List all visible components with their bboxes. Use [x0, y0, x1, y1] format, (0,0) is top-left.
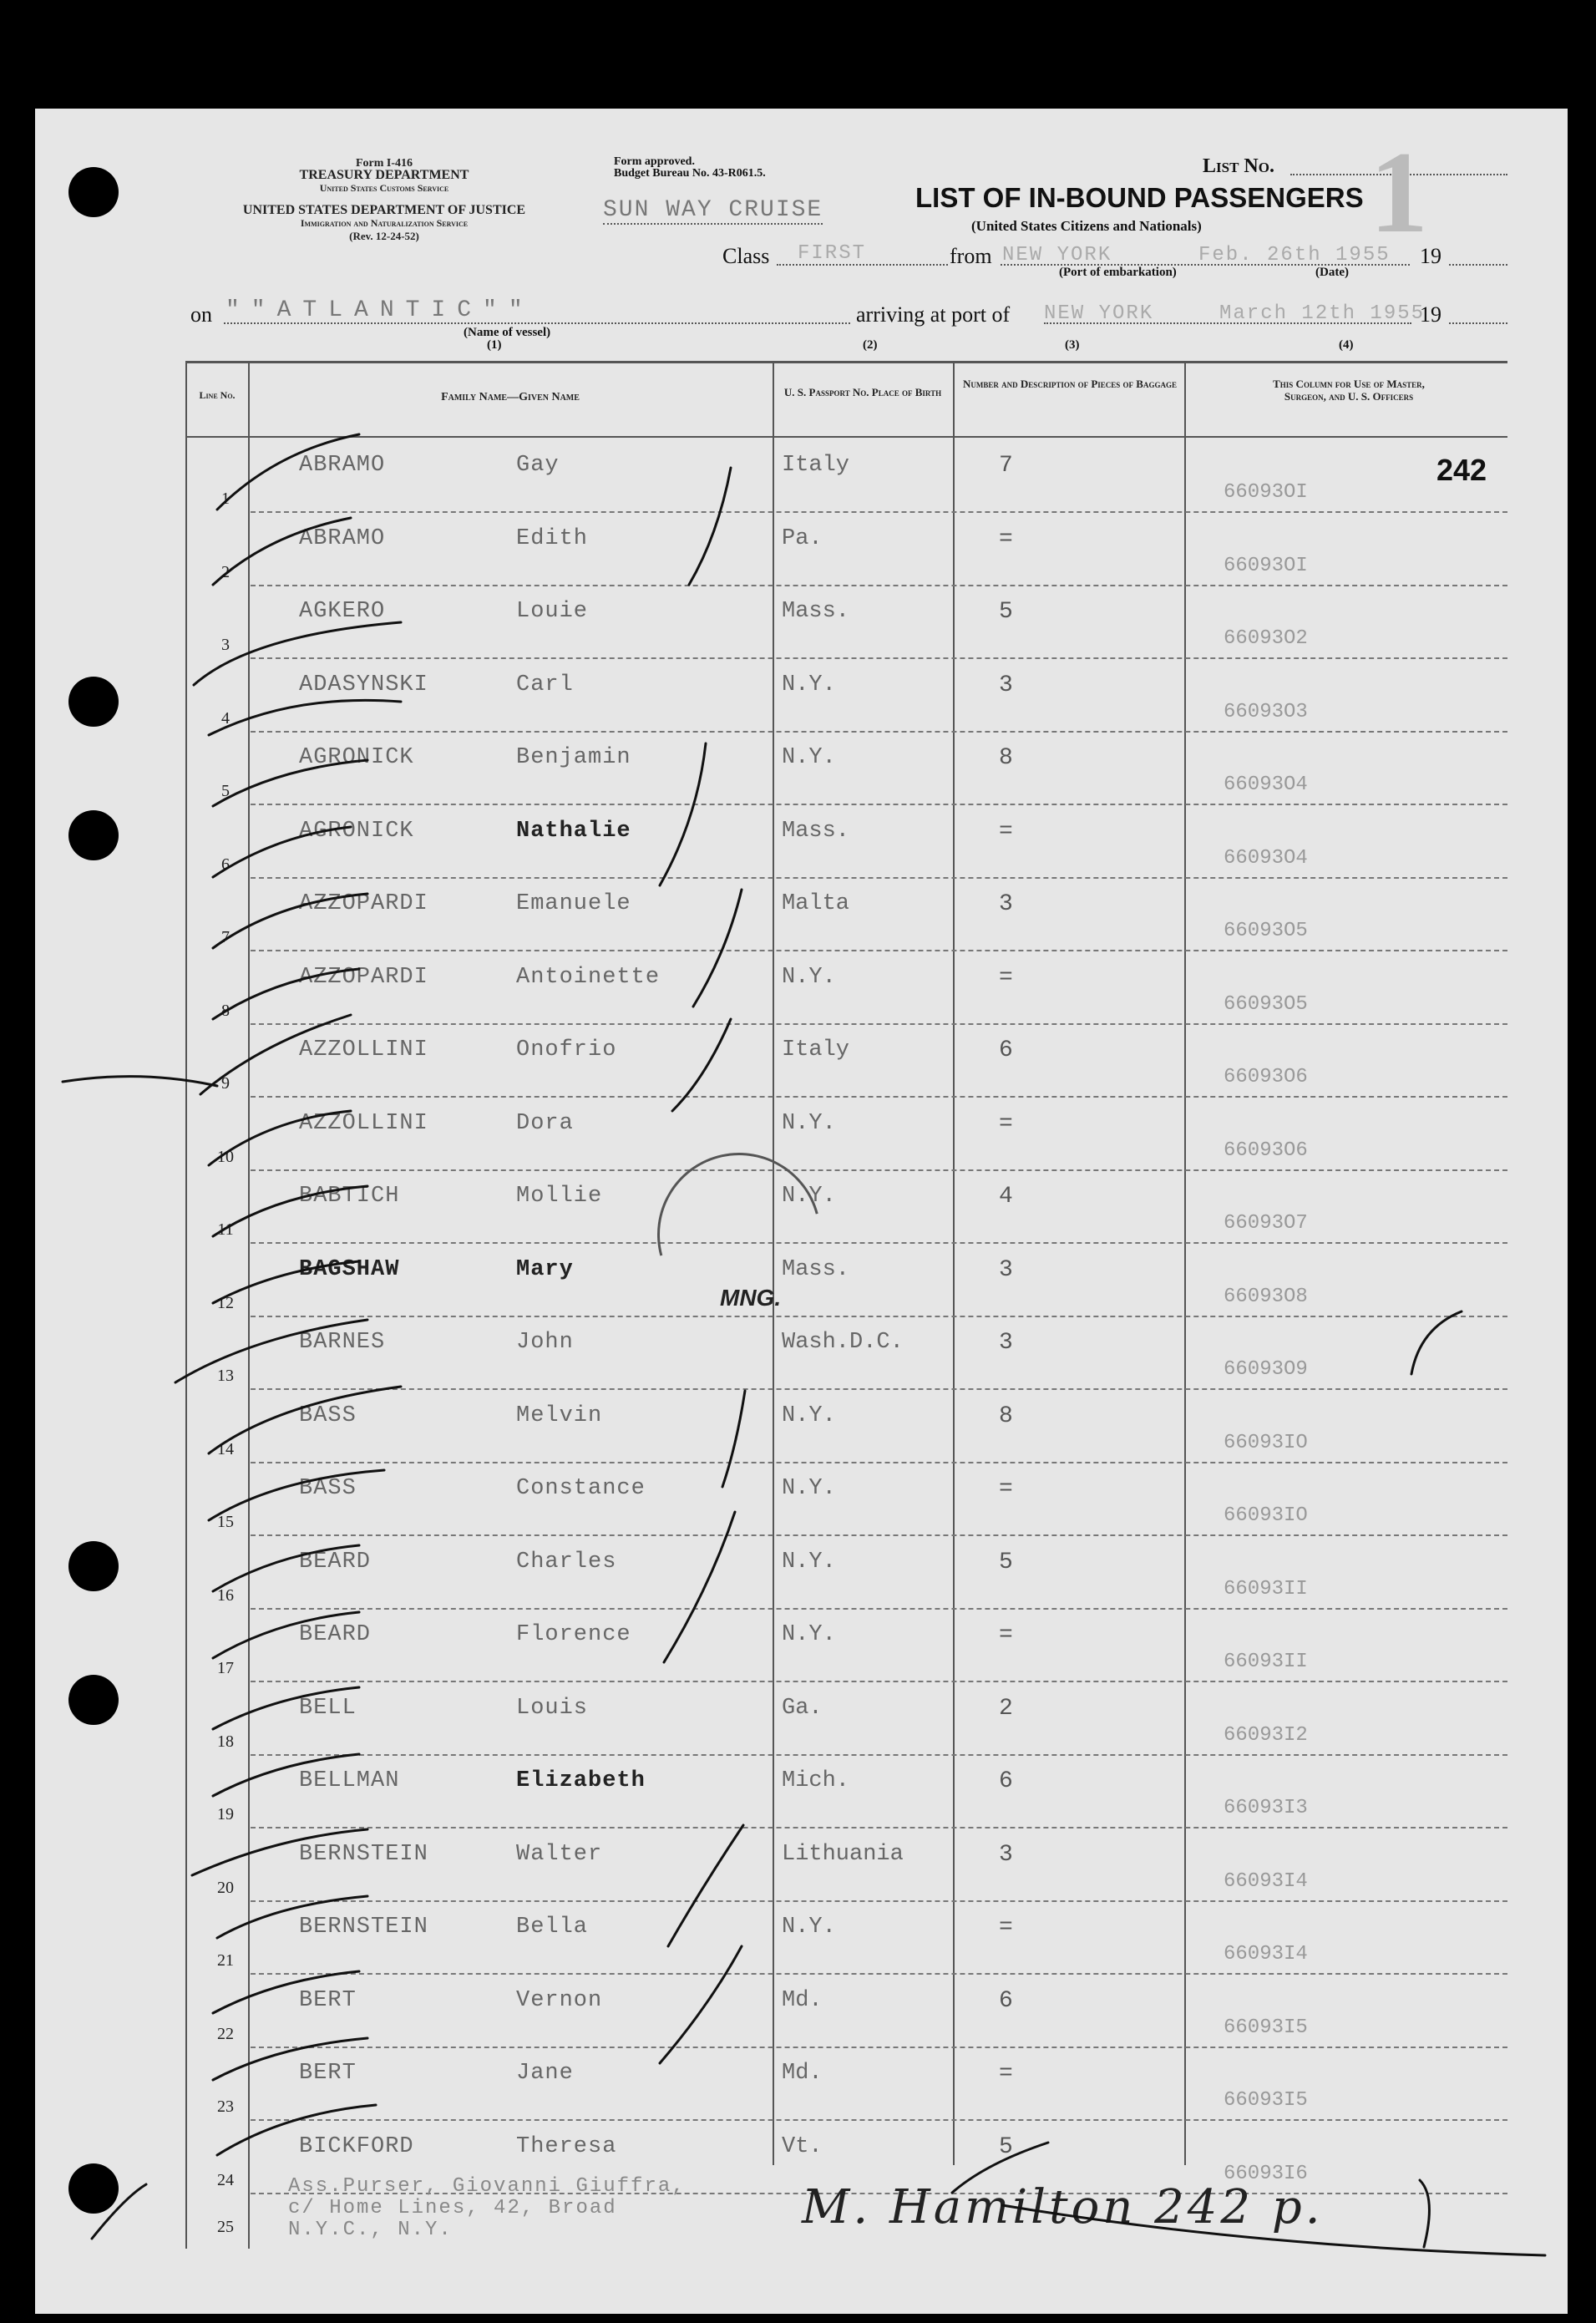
officer-code: 66093II: [1224, 1651, 1308, 1673]
given-name: Gay: [516, 453, 560, 478]
officer-code: 66093OI: [1224, 554, 1308, 577]
place-of-birth: N.Y.: [782, 745, 836, 770]
officer-code: 66093I6: [1224, 2162, 1308, 2185]
line-number: 3: [221, 636, 230, 654]
column-caption-3: (3): [1065, 338, 1080, 352]
place-of-birth: Md.: [782, 1987, 823, 2013]
baggage-count: =: [999, 1622, 1013, 1648]
given-name: Carl: [516, 672, 574, 697]
officer-code: 66093I4: [1224, 1943, 1308, 1965]
place-of-birth: N.Y.: [782, 1476, 836, 1501]
arriving-label: arriving at port of: [856, 302, 1011, 327]
given-name: Benjamin: [516, 745, 631, 770]
place-of-birth: Md.: [782, 2061, 823, 2086]
officer-code: 66093IO: [1224, 1431, 1308, 1454]
line-number: 11: [217, 1220, 234, 1239]
family-name: ABRAMO: [299, 453, 386, 478]
document-title: LIST OF IN-BOUND PASSENGERS: [915, 182, 1364, 213]
family-name: BELLMAN: [299, 1768, 400, 1793]
line-number: 10: [217, 1147, 234, 1166]
column-caption-2: (2): [863, 338, 878, 352]
stamp-initials: MNG.: [720, 1285, 782, 1311]
line-number: 12: [217, 1293, 234, 1312]
family-name: BEARD: [299, 1549, 372, 1575]
year-label-from: 19: [1420, 244, 1441, 268]
line-number: 17: [217, 1659, 234, 1677]
given-name: John: [516, 1330, 574, 1355]
line-number: 6: [221, 855, 230, 874]
family-name: BERNSTEIN: [299, 1915, 428, 1940]
column-header-baggage: Number and Description of Pieces of Baggage: [963, 378, 1177, 390]
family-name: BELL: [299, 1695, 357, 1721]
given-name: Melvin: [516, 1402, 603, 1428]
place-of-birth: Vt.: [782, 2133, 823, 2159]
baggage-count: 2: [999, 1695, 1013, 1722]
port-embarkation-caption: (Port of embarkation): [1059, 266, 1177, 279]
given-name: Emanuele: [516, 891, 631, 916]
baggage-count: 5: [999, 599, 1013, 625]
revision-date: (Rev. 12-24-52): [349, 230, 419, 242]
given-name: Dora: [516, 1110, 574, 1136]
family-name: AZZOLLINI: [299, 1037, 428, 1063]
given-name: Vernon: [516, 1987, 603, 2013]
given-name: Elizabeth: [516, 1768, 646, 1793]
place-of-birth: Wash.D.C.: [782, 1330, 904, 1355]
baggage-count: 7: [999, 453, 1013, 479]
line-number: 14: [217, 1439, 234, 1458]
line-number: 9: [221, 1074, 230, 1093]
family-name: BARNES: [299, 1330, 386, 1355]
given-name: Theresa: [516, 2133, 617, 2159]
date-caption: (Date): [1315, 266, 1349, 279]
family-name: BASS: [299, 1476, 357, 1501]
baggage-count: 4: [999, 1184, 1013, 1210]
page-number: 242: [1436, 453, 1487, 487]
baggage-count: =: [999, 1915, 1013, 1940]
arrival-port: NEW YORK: [1044, 302, 1154, 325]
officer-code: 66093O4: [1224, 773, 1308, 796]
given-name: Edith: [516, 525, 589, 551]
treasury-department: TREASURY DEPARTMENT: [299, 168, 469, 182]
on-label: on: [190, 302, 212, 327]
purser-line-3: N.Y.C., N.Y.: [288, 2219, 453, 2241]
officer-code: 66093O6: [1224, 1139, 1308, 1162]
given-name: Louie: [516, 599, 589, 624]
baggage-count: =: [999, 1110, 1013, 1137]
vessel-caption: (Name of vessel): [464, 326, 551, 339]
line-number: 16: [217, 1585, 234, 1605]
family-name: ADASYNSKI: [299, 672, 428, 697]
place-of-birth: Mass.: [782, 818, 850, 844]
line-number: 24: [217, 2170, 234, 2189]
officer-code: 66093I5: [1224, 2016, 1308, 2039]
baggage-count: =: [999, 818, 1013, 844]
officer-code: 66093I2: [1224, 1723, 1308, 1747]
line-number: 2: [221, 562, 230, 581]
family-name: AGRONICK: [299, 745, 414, 770]
line-number: 20: [217, 1878, 234, 1897]
family-name: BERNSTEIN: [299, 1841, 428, 1867]
place-of-birth: N.Y.: [782, 1622, 836, 1647]
customs-service: United States Customs Service: [319, 182, 449, 194]
given-name: Walter: [516, 1841, 603, 1867]
family-name: AZZOPARDI: [299, 964, 428, 990]
officer-code: 66093I3: [1224, 1797, 1308, 1819]
line-number: 5: [221, 782, 230, 800]
baggage-count: 3: [999, 1330, 1013, 1356]
document-subtitle: (United States Citizens and Nationals): [971, 218, 1202, 234]
baggage-count: 3: [999, 1841, 1013, 1868]
from-label: from: [950, 244, 992, 268]
officer-code: 66093O9: [1224, 1358, 1308, 1381]
place-of-birth: Mich.: [782, 1768, 850, 1793]
vessel-name: ""ATLANTIC"": [225, 297, 535, 323]
officer-code: 66093I4: [1224, 1869, 1308, 1893]
place-of-birth: N.Y.: [782, 964, 836, 990]
line-number: 21: [217, 1951, 234, 1970]
given-name: Onofrio: [516, 1037, 617, 1063]
line-number: 13: [217, 1367, 234, 1385]
baggage-count: 5: [999, 1549, 1013, 1575]
place-of-birth: Mass.: [782, 1256, 850, 1282]
place-of-birth: Lithuania: [782, 1841, 904, 1867]
officer-code: 66093O3: [1224, 700, 1308, 723]
line-number: 8: [221, 1001, 230, 1020]
justice-department: UNITED STATES DEPARTMENT OF JUSTICE: [242, 203, 526, 217]
column-header-passport: U. S. Passport No. Place of Birth: [783, 386, 942, 398]
family-name: BICKFORD: [299, 2133, 414, 2159]
year-label-arrival: 19: [1420, 302, 1441, 327]
place-of-birth: N.Y.: [782, 1110, 836, 1136]
given-name: Florence: [516, 1622, 631, 1647]
family-name: BERT: [299, 2061, 357, 2086]
baggage-count: 8: [999, 745, 1013, 771]
embarkation-date: Feb. 26th 1955: [1198, 244, 1391, 266]
baggage-count: =: [999, 964, 1013, 991]
given-name: Nathalie: [516, 818, 631, 844]
baggage-count: 6: [999, 1037, 1013, 1063]
family-name: AZZOLLINI: [299, 1110, 428, 1136]
budget-bureau: Budget Bureau No. 43-R061.5.: [614, 167, 766, 180]
line-number-25: 25: [217, 2218, 234, 2236]
family-name: AGRONICK: [299, 818, 414, 844]
class-label: Class: [722, 244, 770, 268]
place-of-birth: N.Y.: [782, 672, 836, 697]
line-number: 7: [221, 928, 230, 946]
line-number: 23: [217, 2097, 234, 2116]
family-name: BASS: [299, 1402, 357, 1428]
given-name: Antoinette: [516, 964, 661, 990]
officer-code: 66093IO: [1224, 1504, 1308, 1527]
line-number: 1: [221, 489, 230, 508]
officer-code: 66093OI: [1224, 481, 1308, 504]
column-header-name: Family Name—Given Name: [441, 391, 580, 403]
place-of-birth: N.Y.: [782, 1184, 836, 1209]
baggage-count: 3: [999, 672, 1013, 698]
family-name: BEARD: [299, 1622, 372, 1647]
family-name: AZZOPARDI: [299, 891, 428, 916]
baggage-count: =: [999, 1476, 1013, 1502]
purser-line-1: Ass.Purser, Giovanni Giuffra,: [288, 2175, 686, 2198]
arrival-date: March 12th 1955: [1219, 302, 1426, 325]
family-name: AGKERO: [299, 599, 386, 624]
cruise-name: SUN WAY CRUISE: [603, 197, 823, 223]
form-number: Form I-416: [355, 157, 413, 170]
baggage-count: 6: [999, 1768, 1013, 1794]
list-number-label: List No.: [1203, 155, 1274, 177]
officer-code: 66093O5: [1224, 920, 1308, 942]
immigration-service: Immigration and Naturalization Service: [300, 217, 469, 229]
line-number: 18: [217, 1732, 234, 1751]
baggage-count: 3: [999, 1256, 1013, 1283]
column-header-line-no: Line No.: [199, 389, 236, 401]
family-name: BERT: [299, 1987, 357, 2013]
officer-code: 66093O4: [1224, 846, 1308, 870]
given-name: Charles: [516, 1549, 617, 1575]
given-name: Jane: [516, 2061, 574, 2086]
column-caption-4: (4): [1339, 338, 1354, 352]
list-number: 1: [1370, 128, 1428, 257]
baggage-count: 8: [999, 1402, 1013, 1429]
baggage-count: =: [999, 525, 1013, 552]
line-number: 15: [217, 1513, 234, 1531]
place-of-birth: Mass.: [782, 599, 850, 624]
embarkation-port: NEW YORK: [1002, 244, 1112, 266]
officer-code: 66093O2: [1224, 627, 1308, 650]
place-of-birth: N.Y.: [782, 1915, 836, 1940]
purser-line-2: c/ Home Lines, 42, Broad: [288, 2197, 617, 2219]
family-name: ABRAMO: [299, 525, 386, 551]
place-of-birth: Italy: [782, 1037, 850, 1063]
officer-code: 66093II: [1224, 1577, 1308, 1600]
place-of-birth: Ga.: [782, 1695, 823, 1721]
baggage-count: =: [999, 2061, 1013, 2087]
form-approved: Form approved.: [614, 155, 695, 168]
officer-code: 66093O7: [1224, 1212, 1308, 1235]
column-caption-1: (1): [487, 338, 502, 352]
given-name: Bella: [516, 1915, 589, 1940]
place-of-birth: N.Y.: [782, 1549, 836, 1575]
officer-code: 66093O6: [1224, 1066, 1308, 1088]
baggage-count: 6: [999, 1987, 1013, 2014]
line-number: 4: [221, 708, 230, 728]
given-name: Mary: [516, 1256, 574, 1282]
officer-code: 66093O8: [1224, 1285, 1308, 1308]
family-name: BAGSHAW: [299, 1256, 400, 1282]
place-of-birth: Italy: [782, 453, 850, 478]
given-name: Constance: [516, 1476, 646, 1501]
class-value: FIRST: [798, 242, 867, 265]
family-name: BABTICH: [299, 1184, 400, 1209]
officer-signature: M. Hamilton 242 p.: [802, 2180, 1324, 2234]
given-name: Mollie: [516, 1184, 603, 1209]
line-number: 22: [217, 2024, 234, 2043]
place-of-birth: N.Y.: [782, 1402, 836, 1428]
given-name: Louis: [516, 1695, 589, 1721]
baggage-count: 3: [999, 891, 1013, 917]
column-header-officers: This Column for Use of Master, Surgeon, and U. S. Officers: [1273, 378, 1425, 403]
place-of-birth: Malta: [782, 891, 850, 916]
officer-code: 66093I5: [1224, 2089, 1308, 2112]
baggage-count: 5: [999, 2133, 1013, 2160]
officer-code: 66093O5: [1224, 992, 1308, 1016]
place-of-birth: Pa.: [782, 525, 823, 551]
line-number: 19: [217, 1805, 234, 1823]
